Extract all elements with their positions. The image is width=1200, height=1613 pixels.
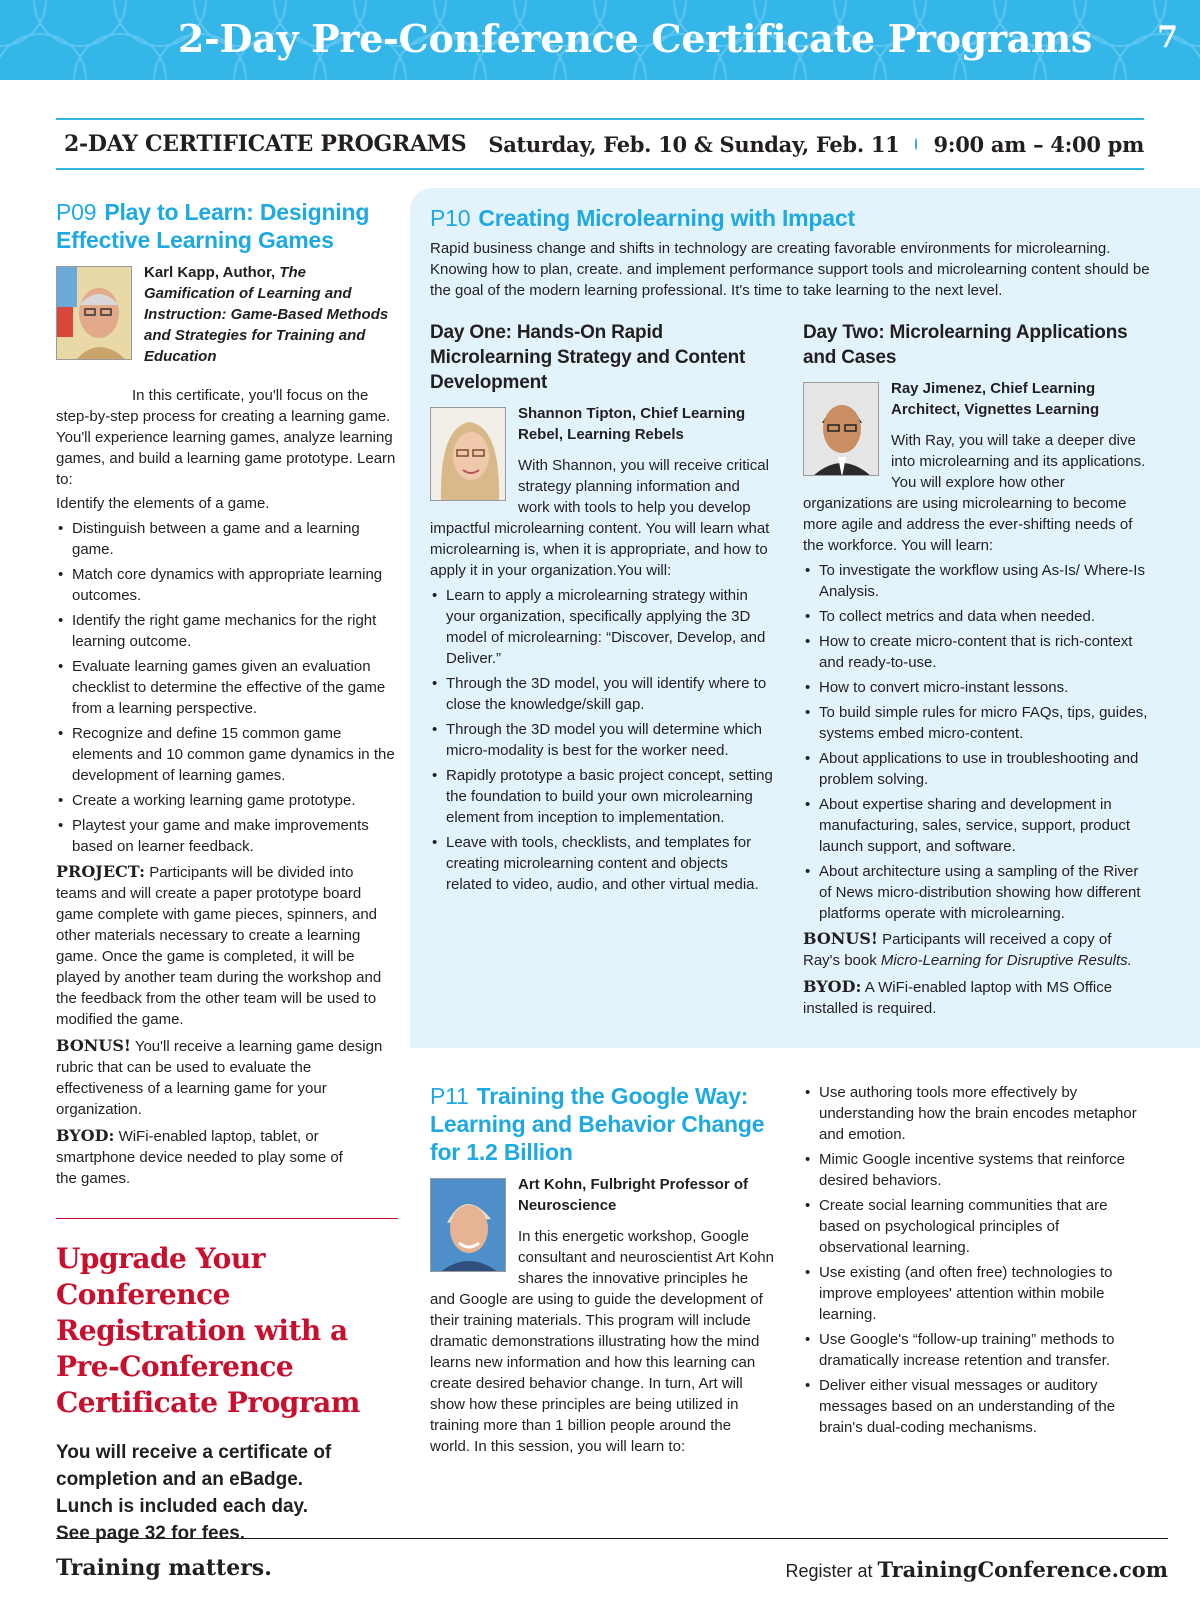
p09-speaker bbox=[56, 262, 396, 490]
list-item: • How to convert micro-instant lessons. bbox=[803, 677, 1148, 698]
speaker-photo-shannon-tipton bbox=[430, 407, 506, 501]
day-one-bullets bbox=[430, 585, 775, 895]
list-item: • Recognize and define 15 common game elements and 10 common game dynamics in the development of learning games. bbox=[56, 723, 396, 786]
p11-speaker-name: Art Kohn, Fulbright Professor of Neuroscience bbox=[518, 1176, 748, 1214]
list-item: • Use Google's “follow-up training” methods to dramatically increase retention and transfer. bbox=[803, 1329, 1148, 1371]
list-item: • Distinguish between a game and a learning game. bbox=[56, 518, 396, 560]
program-p11 bbox=[430, 1082, 775, 1457]
p09-byod: BYOD: WiFi-enabled laptop, tablet, or smartphone device needed to play some of the games. bbox=[56, 1126, 343, 1187]
day-two-byod: BYOD: A WiFi-enabled laptop with MS Office installed is required. bbox=[803, 977, 1113, 1017]
page-header bbox=[0, 0, 1200, 80]
bullet-dot-icon bbox=[915, 138, 917, 150]
p09-speaker-name: Karl Kapp, Author, The Gamification of Learning and Instruction: Game-Based Methods and Strategies for Training and Education bbox=[144, 264, 389, 365]
speaker-photo-ray-jimenez bbox=[803, 382, 879, 476]
p10-code: P10 bbox=[430, 205, 471, 231]
p09-first-item: Identify the elements of a game. bbox=[56, 495, 270, 512]
list-item: • How to create micro-content that is rich-context and ready-to-use. bbox=[803, 631, 1148, 673]
day-two-bullets bbox=[803, 560, 1148, 924]
register-link[interactable]: TrainingConference.com bbox=[877, 1557, 1168, 1582]
footer-tagline: Training matters. bbox=[56, 1555, 272, 1581]
list-item: • About architecture using a sampling of the River of News micro-distribution showing how different platforms operate with microlearning. bbox=[803, 861, 1148, 924]
list-item: • Rapidly prototype a basic project concept, setting the foundation to build your own microlearning element from inception to implementation. bbox=[430, 765, 775, 828]
header-title: 2-Day Pre-Conference Certificate Programs bbox=[177, 16, 1092, 61]
list-item: • Create a working learning game prototype. bbox=[56, 790, 396, 811]
page-number: 7 bbox=[1157, 20, 1178, 55]
p09-intro: In this certificate, you'll focus on the step-by-step process for creating a learning game. You'll experience learning games, analyze learning games, and build a learning game prototype. Learn to: bbox=[56, 387, 396, 488]
p10-day-one bbox=[430, 320, 775, 899]
p09-code: P09 bbox=[56, 199, 97, 225]
day-two-speaker-name: Ray Jimenez, Chief Learning Architect, Vignettes Learning bbox=[891, 380, 1100, 418]
p09-title-text: Play to Learn: Designing Effective Learning Games bbox=[56, 199, 370, 253]
speaker-photo-karl-kapp bbox=[56, 266, 132, 360]
schedule-dates: Saturday, Feb. 10 & Sunday, Feb. 11 bbox=[488, 131, 900, 157]
program-p09 bbox=[56, 198, 396, 1189]
day-one-text: With Shannon, you will receive critical strategy planning information and work with tools to help you develop impactful microlearning content. You will learn what microlearning is, when it is appropriate, and how to apply it in your organization.You will: bbox=[430, 457, 770, 579]
list-item: • To collect metrics and data when needed. bbox=[803, 606, 1148, 627]
p10-title-text: Creating Microlearning with Impact bbox=[478, 205, 855, 231]
list-item: • Identify the right game mechanics for the right learning outcome. bbox=[56, 610, 396, 652]
day-one-heading: Day One: Hands-On Rapid Microlearning Strategy and Content Development bbox=[430, 322, 746, 393]
day-two-speaker bbox=[803, 378, 1148, 556]
p09-title bbox=[56, 198, 396, 254]
footer-register: Register at TrainingConference.com bbox=[785, 1557, 1168, 1582]
list-item: • Through the 3D model you will determine which micro-modality is best for the worker need. bbox=[430, 719, 775, 761]
list-item: • Leave with tools, checklists, and templates for creating microlearning content and objects related to video, audio, and other virtual media. bbox=[430, 832, 775, 895]
p11-code: P11 bbox=[430, 1083, 469, 1109]
schedule-label: 2-DAY CERTIFICATE PROGRAMS bbox=[64, 131, 467, 157]
speaker-photo-art-kohn bbox=[430, 1178, 506, 1272]
p10-title bbox=[430, 204, 1150, 232]
schedule-time: 9:00 am – 4:00 pm bbox=[933, 131, 1144, 157]
day-two-text: With Ray, you will take a deeper dive into microlearning and its applications. You will explore how other organizations are using microlearning to become more agile and address the ever-shifting needs of the workforce. You will learn: bbox=[803, 432, 1146, 554]
p11-title-text: Training the Google Way: Learning and Behavior Change for 1.2 Billion bbox=[430, 1083, 765, 1165]
upgrade-title: Upgrade Your Conference Registration with a Pre-Conference Certificate Program bbox=[56, 1242, 360, 1419]
day-one-speaker-name: Shannon Tipton, Chief Learning Rebel, Learning Rebels bbox=[518, 405, 746, 443]
list-item: • About expertise sharing and development in manufacturing, sales, service, support, product launch support, and software. bbox=[803, 794, 1148, 857]
list-item: • Through the 3D model, you will identify where to close the knowledge/skill gap. bbox=[430, 673, 775, 715]
list-item: • Evaluate learning games given an evaluation checklist to determine the effective of the game from a learning perspective. bbox=[56, 656, 396, 719]
p09-speaker-book: The Gamification of Learning and Instruction: Game-Based Methods and Strategies for Training and Education bbox=[144, 264, 389, 365]
p11-speaker bbox=[430, 1174, 775, 1457]
p09-bullets bbox=[56, 518, 396, 857]
list-item: • Learn to apply a microlearning strategy within your organization, specifically applying the 3D model of microlearning: “Discover, Develop, and Deliver.” bbox=[430, 585, 775, 669]
p11-bullets-column bbox=[803, 1082, 1148, 1442]
p09-bonus: BONUS! You'll receive a learning game design rubric that can be used to evaluate the effectiveness of a learning game for your organization. bbox=[56, 1036, 383, 1118]
day-two-bonus: BONUS! Participants will received a copy of Ray's book Micro-Learning for Disruptive Results. bbox=[803, 929, 1132, 969]
list-item: • Use authoring tools more effectively by understanding how the brain encodes metaphor and emotion. bbox=[803, 1082, 1148, 1145]
p11-bullets bbox=[803, 1082, 1148, 1438]
p09-project: PROJECT: Participants will be divided into teams and will create a paper prototype board game complete with game pieces, spinners, and other materials necessary to create a learning game. Once the game is completed, it will be played by another team during the workshop and the feedback from the other team will be used to modified the game. bbox=[56, 862, 382, 1028]
p10-day-two bbox=[803, 320, 1148, 1019]
list-item: • Create social learning communities that are based on psychological principles of observational learning. bbox=[803, 1195, 1148, 1258]
list-item: • Match core dynamics with appropriate learning outcomes. bbox=[56, 564, 396, 606]
p11-title bbox=[430, 1082, 775, 1166]
program-p10-header bbox=[430, 204, 1150, 301]
schedule-bar bbox=[56, 118, 1144, 170]
list-item: • Playtest your game and make improvements based on learner feedback. bbox=[56, 815, 396, 857]
p11-text: In this energetic workshop, Google consultant and neuroscientist Art Kohn shares the innovative principles he and Google are using to guide the development of their training materials. This program will include dramatic demonstrations illustrating how the mind learns new information and how this learning can create desired behavior change. In turn, Art will show how these principles are being utilized in training more than 1 billion people around the world. In this session, you will learn to: bbox=[430, 1228, 774, 1455]
p10-intro: Rapid business change and shifts in technology are creating favorable environments for microlearning. Knowing how to plan, create. and implement performance support tools and microlearning content should be the goal of the modern learning professional. It's time to take learning to the next level. bbox=[430, 240, 1150, 299]
list-item: • Deliver either visual messages or auditory messages based on an understanding of the brain's dual-coding mechanisms. bbox=[803, 1375, 1148, 1438]
list-item: • To build simple rules for micro FAQs, tips, guides, systems embed micro-content. bbox=[803, 702, 1148, 744]
upgrade-callout bbox=[56, 1218, 398, 1547]
upgrade-body: You will receive a certificate of completion and an eBadge. Lunch is included each day. See page 32 for fees. bbox=[56, 1442, 332, 1544]
list-item: • Mimic Google incentive systems that reinforce desired behaviors. bbox=[803, 1149, 1148, 1191]
list-item: • Use existing (and often free) technologies to improve employees' attention within mobile learning. bbox=[803, 1262, 1148, 1325]
page-footer bbox=[56, 1538, 1168, 1582]
list-item: • To investigate the workflow using As-Is/ Where-Is Analysis. bbox=[803, 560, 1148, 602]
day-one-speaker bbox=[430, 403, 775, 581]
day-two-heading: Day Two: Microlearning Applications and Cases bbox=[803, 322, 1128, 368]
list-item: • About applications to use in troubleshooting and problem solving. bbox=[803, 748, 1148, 790]
